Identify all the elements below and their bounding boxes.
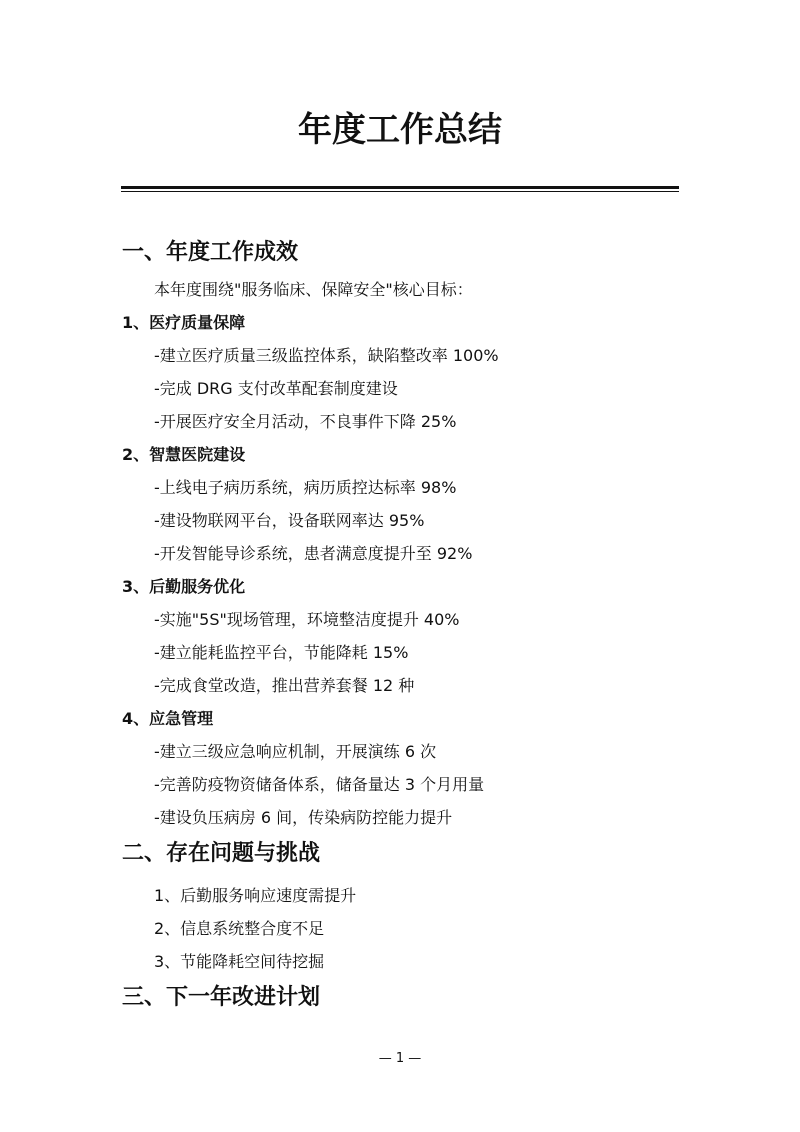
subsection-heading-quality: 1、医疗质量保障: [122, 313, 246, 332]
list-item: -完成 DRG 支付改革配套制度建设: [154, 379, 398, 398]
title-rule-thin: [121, 191, 679, 192]
list-item: -上线电子病历系统，病历质控达标率 98%: [154, 478, 457, 497]
list-item: -建设物联网平台，设备联网率达 95%: [154, 511, 425, 530]
document-body: [0, 233, 800, 1018]
list-item: 1、后勤服务响应速度需提升: [154, 886, 357, 905]
section-heading-plan: 三、下一年改进计划: [122, 985, 321, 1010]
list-item: -建立医疗质量三级监控体系，缺陷整改率 100%: [154, 346, 499, 365]
section-intro: 本年度围绕"服务临床、保障安全"核心目标：: [154, 280, 473, 299]
title-rule-thick: [121, 186, 679, 189]
list-item: -开发智能导诊系统，患者满意度提升至 92%: [154, 544, 473, 563]
list-item: -开展医疗安全月活动，不良事件下降 25%: [154, 412, 457, 431]
list-item: -建立三级应急响应机制，开展演练 6 次: [154, 742, 437, 761]
subsection-heading-smart-hospital: 2、智慧医院建设: [122, 445, 246, 464]
list-item: 2、信息系统整合度不足: [154, 919, 325, 938]
section-heading-achievements: 一、年度工作成效: [122, 240, 299, 265]
list-item: -完成食堂改造，推出营养套餐 12 种: [154, 676, 415, 695]
subsection-heading-emergency: 4、应急管理: [122, 709, 214, 728]
subsection-heading-logistics: 3、后勤服务优化: [122, 577, 246, 596]
section-heading-problems: 二、存在问题与挑战: [122, 841, 321, 866]
list-item: -建设负压病房 6 间，传染病防控能力提升: [154, 808, 453, 827]
list-item: 3、节能降耗空间待挖掘: [154, 952, 325, 971]
page-number: — 1 —: [378, 1051, 422, 1066]
list-item: -完善防疫物资储备体系，储备量达 3 个月用量: [154, 775, 485, 794]
list-item: -实施"5S"现场管理，环境整洁度提升 40%: [154, 610, 460, 629]
document-title: 年度工作总结: [298, 110, 502, 150]
list-item: -建立能耗监控平台，节能降耗 15%: [154, 643, 409, 662]
